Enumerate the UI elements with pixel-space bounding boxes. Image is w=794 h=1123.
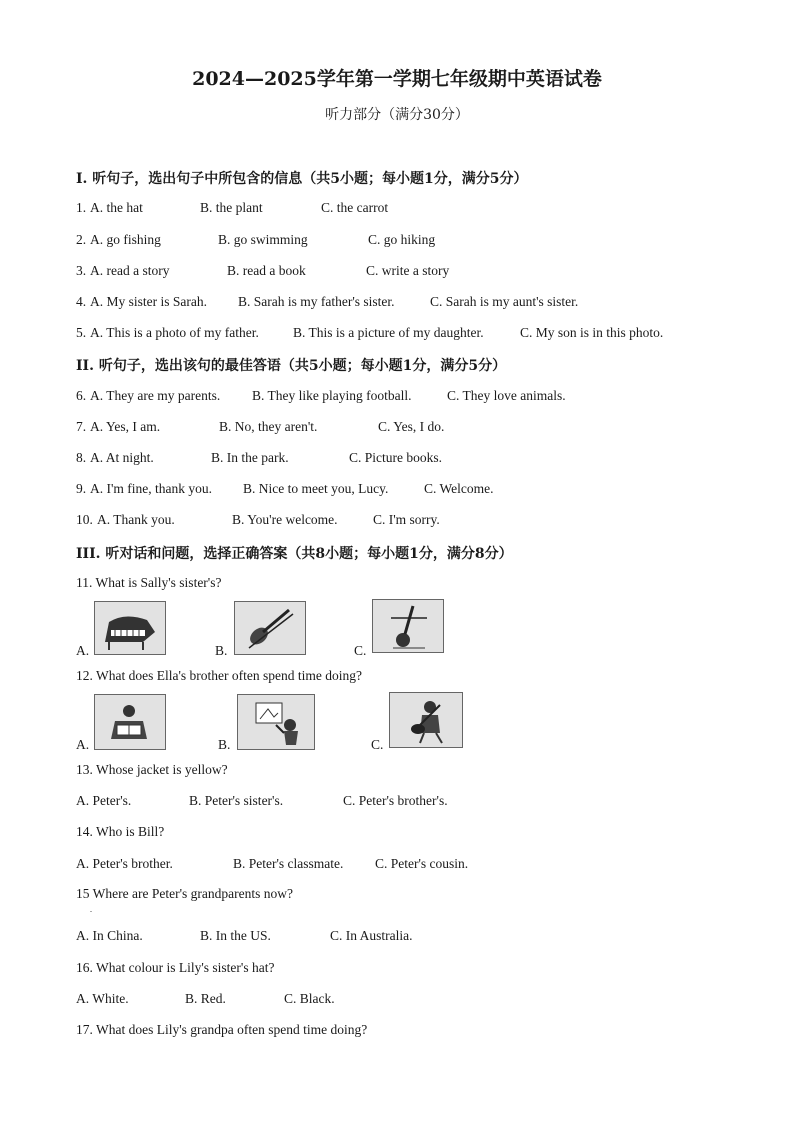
option-a: A. Peter's brother.: [76, 856, 173, 871]
question-number: 10.: [76, 512, 93, 527]
option-b: B. In the park.: [211, 450, 289, 465]
option-c: C. Black.: [284, 991, 335, 1006]
question-number: 1.: [76, 200, 87, 215]
piano-icon: [94, 601, 166, 655]
violin-icon: [234, 601, 306, 655]
option-b: B. You're welcome.: [232, 512, 338, 527]
option-b: B. Peter's sister's.: [189, 793, 284, 808]
option-a: A. go fishing: [90, 232, 161, 247]
option-c: C. They love animals.: [447, 388, 566, 403]
question-number: 6.: [76, 388, 87, 403]
option-a: A. In China.: [76, 928, 143, 943]
picture-label-b: B.: [215, 643, 228, 658]
question-12-text: 12. What does Ella's brother often spend time doing?: [76, 668, 362, 683]
option-c: C. Sarah is my aunt's sister.: [430, 294, 579, 309]
option-c: C. write a story: [366, 263, 450, 278]
option-b: B. Red.: [185, 991, 226, 1006]
question-1: [76, 200, 389, 216]
picture-label-a: A.: [76, 643, 90, 658]
option-c: C. the carrot: [321, 200, 389, 215]
page-title: 2024—2025学年第一学期七年级期中英语试卷: [192, 68, 602, 90]
playing-music-icon: [389, 692, 463, 748]
picture-label-c: C.: [354, 643, 367, 658]
option-a: A. the hat: [90, 200, 143, 215]
question-number: 8.: [76, 450, 87, 465]
question-4: [76, 294, 579, 310]
question-14-text: 14. Who is Bill?: [76, 824, 165, 839]
question-8: [76, 450, 442, 466]
option-b: B. This is a picture of my daughter.: [293, 325, 484, 340]
picture-label-b: B.: [218, 737, 231, 752]
page-subtitle: 听力部分（满分30分）: [325, 107, 469, 123]
question-2: [76, 232, 436, 248]
option-a: A. I'm fine, thank you.: [90, 481, 213, 496]
question-6: [76, 388, 566, 404]
question-9: [76, 481, 494, 497]
option-a: A. My sister is Sarah.: [90, 294, 207, 309]
question-15-text: 15 Where are Peter's grandparents now?: [76, 886, 293, 901]
question-number: 9.: [76, 481, 87, 496]
option-c: C. Picture books.: [349, 450, 442, 465]
section-2-heading: II. 听句子，选出该句的最佳答语（共5小题；每小题1分，满分5分）: [76, 358, 507, 374]
question-10: [76, 512, 440, 528]
option-c: C. My son is in this photo.: [520, 325, 664, 340]
option-b: B. In the US.: [200, 928, 271, 943]
option-b: B. go swimming: [218, 232, 308, 247]
option-c: C. go hiking: [368, 232, 436, 247]
option-c: C. Peter's cousin.: [375, 856, 469, 871]
option-b: B. Nice to meet you, Lucy.: [243, 481, 389, 496]
option-b: B. They like playing football.: [252, 388, 412, 403]
option-c: C. I'm sorry.: [373, 512, 440, 527]
question-number: 7.: [76, 419, 87, 434]
option-a: A. Thank you.: [97, 512, 175, 527]
stray-dot: .: [90, 905, 92, 914]
question-number: 5.: [76, 325, 87, 340]
section-1-heading: I. 听句子，选出句子中所包含的信息（共5小题；每小题1分，满分5分）: [76, 171, 528, 187]
option-b: B. No, they aren't.: [219, 419, 318, 434]
question-17-text: 17. What does Lily's grandpa often spend time doing?: [76, 1022, 368, 1037]
question-3: [76, 263, 450, 279]
section-3-heading: III. 听对话和问题，选择正确答案（共8小题；每小题1分，满分8分）: [76, 546, 513, 562]
option-c: C. In Australia.: [330, 928, 413, 943]
option-c: C. Yes, I do.: [378, 419, 445, 434]
question-number: 3.: [76, 263, 87, 278]
option-b: B. read a book: [227, 263, 306, 278]
drawing-icon: [237, 694, 315, 750]
reading-icon: [94, 694, 166, 750]
question-16-text: 16. What colour is Lily's sister's hat?: [76, 960, 275, 975]
option-a: A. Yes, I am.: [90, 419, 161, 434]
option-c: C. Welcome.: [424, 481, 494, 496]
question-7: [76, 419, 445, 435]
option-b: B. Sarah is my father's sister.: [238, 294, 395, 309]
picture-label-a: A.: [76, 737, 90, 752]
picture-label-c: C.: [371, 737, 384, 752]
option-a: A. read a story: [90, 263, 170, 278]
option-b: B. Peter's classmate.: [233, 856, 344, 871]
question-5: [76, 325, 664, 341]
question-number: 2.: [76, 232, 87, 247]
option-b: B. the plant: [200, 200, 263, 215]
option-a: A. They are my parents.: [90, 388, 221, 403]
option-a: A. Peter's.: [76, 793, 132, 808]
option-a: A. White.: [76, 991, 129, 1006]
question-11-text: 11. What is Sally's sister's?: [76, 575, 222, 590]
guitar-icon: [372, 599, 444, 653]
question-13-text: 13. Whose jacket is yellow?: [76, 762, 228, 777]
option-c: C. Peter's brother's.: [343, 793, 448, 808]
question-number: 4.: [76, 294, 87, 309]
option-a: A. At night.: [90, 450, 154, 465]
option-a: A. This is a photo of my father.: [90, 325, 259, 340]
